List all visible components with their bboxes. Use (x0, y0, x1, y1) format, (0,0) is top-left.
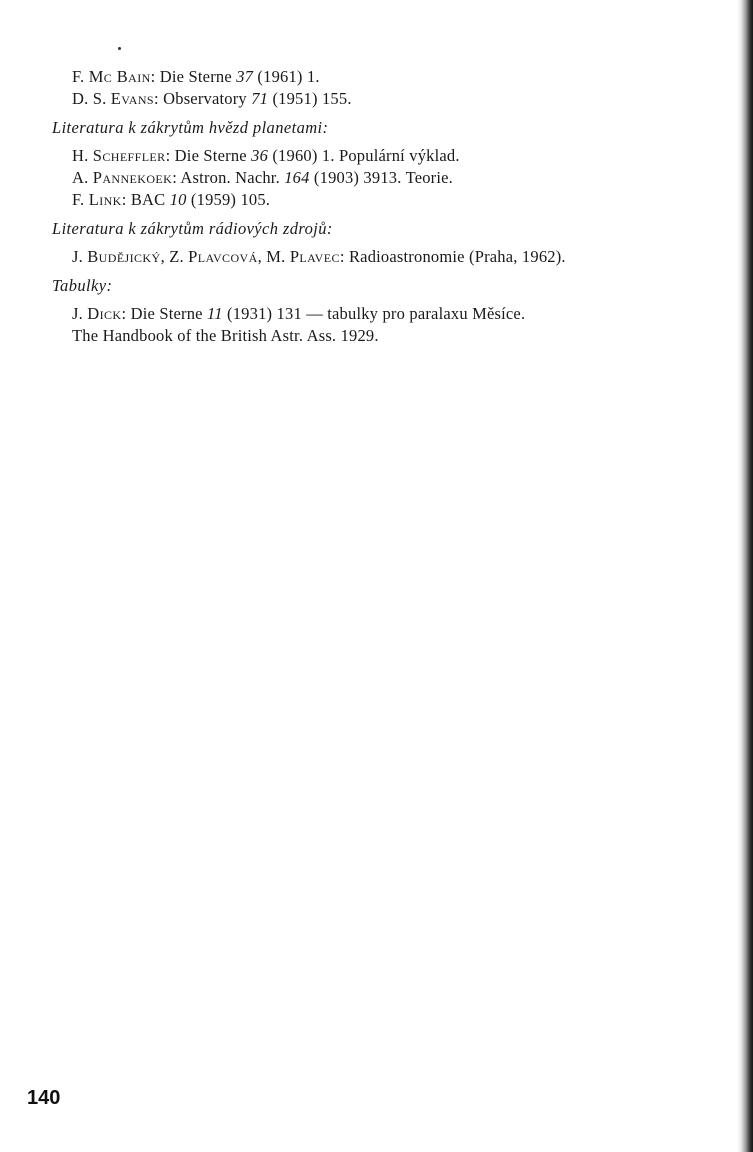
reference-group (52, 117, 712, 211)
scan-speck (118, 47, 121, 50)
reference-entry: F. Mc Bain: Die Sterne 37 (1961) 1. (72, 67, 320, 86)
reference-entry: H. Scheffler: Die Sterne 36 (1960) 1. Populární výklad. (72, 146, 460, 165)
author-name: Evans (110, 89, 155, 108)
volume-number: 10 (169, 190, 187, 209)
volume-number: 164 (284, 168, 310, 187)
author-name: Mc Bain (88, 67, 151, 86)
author-name: Plavcová (188, 247, 258, 266)
volume-number: 71 (251, 89, 269, 108)
reference-entry: J. Dick: Die Sterne 11 (1931) 131 — tabulky pro paralaxu Měsíce. (72, 304, 526, 323)
section-heading: Literatura k zákrytům rádiových zdrojů: (52, 219, 333, 238)
reference-entry: D. S. Evans: Observatory 71 (1951) 155. (72, 89, 352, 108)
author-name: Scheffler (92, 146, 166, 165)
author-name: Budějický (87, 247, 161, 266)
reference-group (52, 275, 712, 347)
section-heading: Tabulky: (52, 276, 113, 295)
author-name: Plavec (289, 247, 340, 266)
volume-number: 37 (236, 67, 254, 86)
volume-number: 11 (207, 304, 223, 323)
author-name: Pannekoek (92, 168, 173, 187)
volume-number: 36 (251, 146, 269, 165)
bibliography (52, 66, 712, 347)
section-heading: Literatura k zákrytům hvězd planetami: (52, 118, 329, 137)
reference-group (52, 218, 712, 268)
reference-entry: J. Budějický, Z. Plavcová, M. Plavec: Radioastronomie (Praha, 1962). (72, 247, 566, 266)
author-name: Link (88, 190, 122, 209)
reference-entry: F. Link: BAC 10 (1959) 105. (72, 190, 271, 209)
author-name: Dick (87, 304, 122, 323)
reference-entry: The Handbook of the British Astr. Ass. 1929. (72, 326, 379, 345)
reference-entry: A. Pannekoek: Astron. Nachr. 164 (1903) 3913. Teorie. (72, 168, 454, 187)
reference-group (52, 66, 712, 110)
scanned-page-edge (737, 0, 753, 1152)
page-number: 140 (27, 1087, 61, 1109)
